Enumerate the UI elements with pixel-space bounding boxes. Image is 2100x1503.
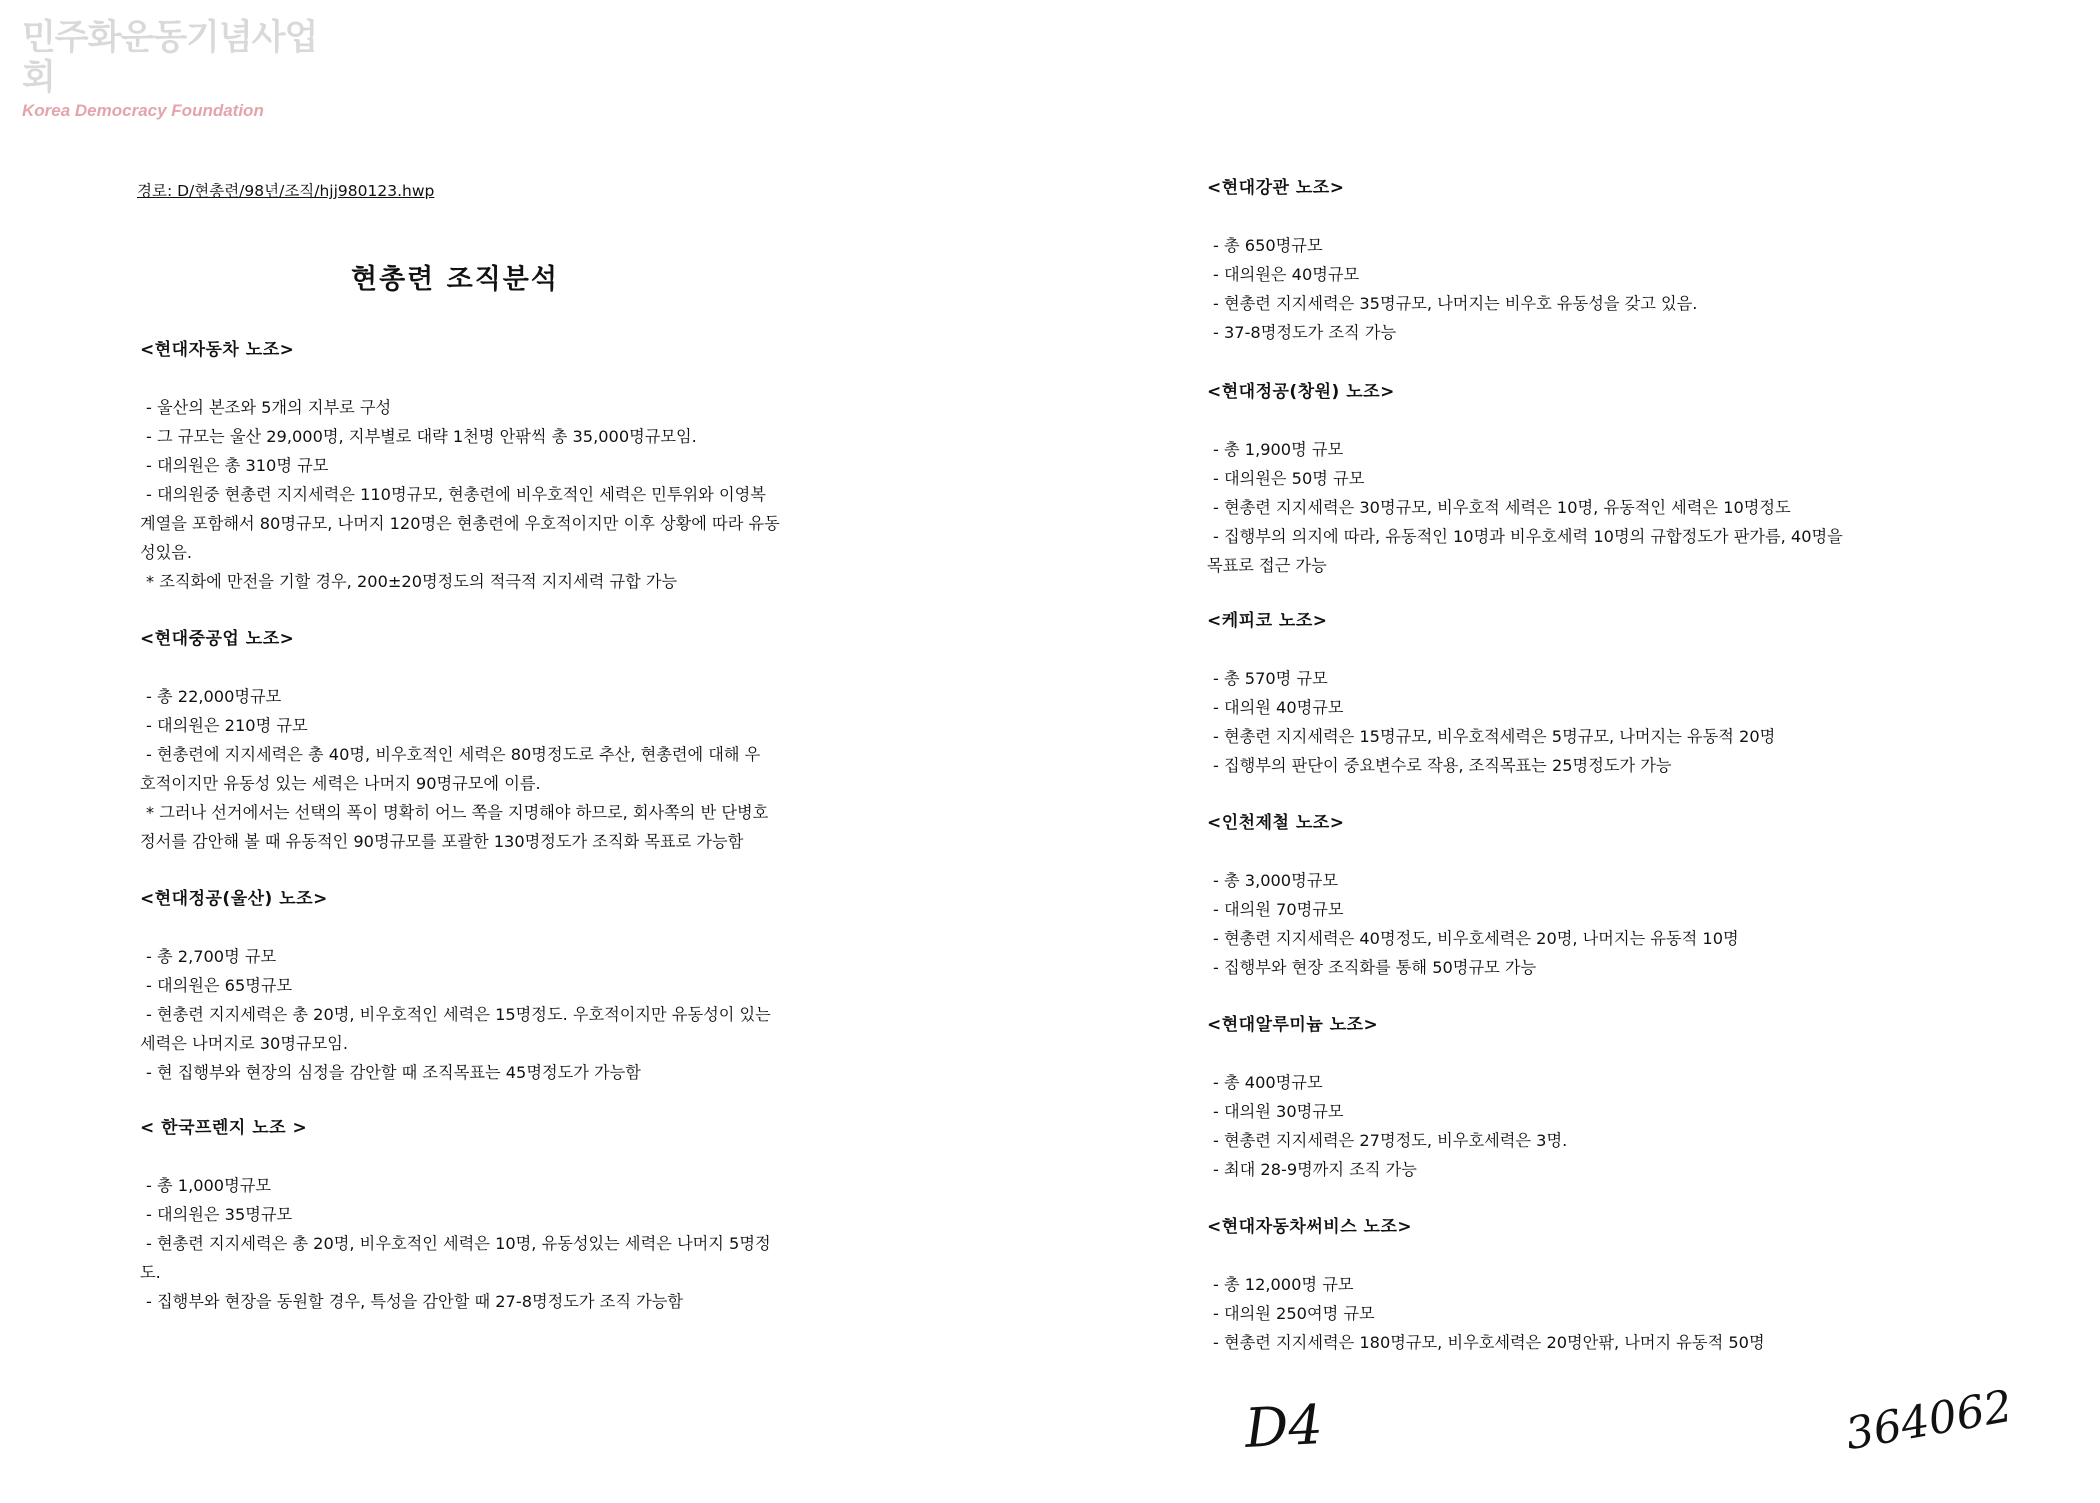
document-title: 현총련 조직분석 (351, 264, 559, 295)
bullet-line: - 집행부와 현장을 동원할 경우, 특성을 감안할 때 27-8명정도가 조직 가능함 (146, 1292, 684, 1311)
bullet-line: - 현총련 지지세력은 35명규모, 나머지는 비우호 유동성을 갖고 있음. (1213, 294, 1698, 313)
section-heading: <현대중공업 노조> (140, 629, 295, 649)
section-heading: <현대자동차써비스 노조> (1207, 1217, 1413, 1237)
bullet-line: - 총 3,000명규모 (1213, 871, 1339, 890)
bullet-line: - 현총련 지지세력은 180명규모, 비우호세력은 20명안팎, 나머지 유동적 50명 (1213, 1333, 1765, 1352)
section-heading: <현대알루미늄 노조> (1207, 1015, 1379, 1035)
bullet-line: - 대의원은 210명 규모 (146, 716, 308, 735)
right-section-4 (1207, 809, 1997, 982)
left-section-2 (140, 625, 910, 856)
bullet-line: - 현총련 지지세력은 총 20명, 비우호적인 세력은 10명, 유동성있는 세력은 나머지 5명정 (146, 1234, 771, 1253)
bullet-line: - 대의원 70명규모 (1213, 900, 1344, 919)
foundation-watermark (22, 18, 322, 122)
bullet-line: - 총 400명규모 (1213, 1073, 1323, 1092)
right-section-5 (1207, 1011, 1997, 1184)
bullet-line: - 총 22,000명규모 (146, 687, 282, 706)
bullet-line: - 대의원 30명규모 (1213, 1102, 1344, 1121)
section-heading: < 한국프렌지 노조 > (140, 1118, 308, 1138)
bullet-line: * 조직화에 만전을 기할 경우, 200±20명정도의 적극적 지지세력 규합 가능 (146, 572, 678, 591)
section-heading: <현대정공(울산) 노조> (140, 889, 328, 909)
bullet-line: - 총 2,700명 규모 (146, 947, 277, 966)
section-heading: <인천제철 노조> (1207, 813, 1345, 833)
bullet-line: - 집행부의 판단이 중요변수로 작용, 조직목표는 25명정도가 가능 (1213, 756, 1672, 775)
file-path: 경로: D/현총련/98년/조직/hjj980123.hwp (137, 182, 435, 200)
right-section-2 (1207, 378, 1997, 580)
bullet-continuation: 세력은 나머지로 30명규모임. (140, 1034, 349, 1053)
bullet-line: - 총 12,000명 규모 (1213, 1275, 1354, 1294)
bullet-line: * 그러나 선거에서는 선택의 폭이 명확히 어느 쪽을 지명해야 하므로, 회사쪽의 반 단병호 (146, 803, 769, 822)
bullet-line: - 현총련에 지지세력은 총 40명, 비우호적인 세력은 80명정도로 추산, 현총련에 대해 우 (146, 745, 761, 764)
right-section-1 (1207, 174, 1997, 347)
bullet-line: - 집행부의 의지에 따라, 유동적인 10명과 비우호세력 10명의 규합정도가 판가름, 40명을 (1213, 527, 1843, 546)
bullet-line: - 현총련 지지세력은 30명규모, 비우호적 세력은 10명, 유동적인 세력은 10명정도 (1213, 498, 1791, 517)
bullet-line: - 울산의 본조와 5개의 지부로 구성 (146, 398, 392, 417)
bullet-line: - 현총련 지지세력은 총 20명, 비우호적인 세력은 15명정도. 우호적이지만 유동성이 있는 (146, 1005, 771, 1024)
bullet-line: - 총 1,000명규모 (146, 1176, 272, 1195)
watermark-korean-name: 민주화운동기념사업회 (22, 18, 318, 98)
bullet-line: - 총 570명 규모 (1213, 669, 1328, 688)
bullet-line: - 대의원 40명규모 (1213, 698, 1344, 717)
bullet-line: - 현총련 지지세력은 40명정도, 비우호세력은 20명, 나머지는 유동적 10명 (1213, 929, 1739, 948)
left-section-3 (140, 885, 910, 1087)
bullet-line: - 대의원은 35명규모 (146, 1205, 293, 1224)
bullet-line: - 대의원은 총 310명 규모 (146, 456, 329, 475)
bullet-line: - 37-8명정도가 조직 가능 (1213, 323, 1397, 342)
bullet-line: - 대의원은 50명 규모 (1213, 469, 1365, 488)
bullet-continuation: 도. (140, 1263, 161, 1282)
bullet-continuation: 호적이지만 유동성 있는 세력은 나머지 90명규모에 이름. (140, 774, 541, 793)
bullet-line: - 대의원 250여명 규모 (1213, 1304, 1375, 1323)
bullet-line: - 총 650명규모 (1213, 236, 1323, 255)
bullet-line: - 대의원은 40명규모 (1213, 265, 1360, 284)
bullet-line: - 집행부와 현장 조직화를 통해 50명규모 가능 (1213, 958, 1537, 977)
right-section-3 (1207, 607, 1997, 780)
bullet-continuation: 계열을 포함해서 80명규모, 나머지 120명은 현총련에 우호적이지만 이후 상황에 따라 유동 (140, 514, 780, 533)
bullet-line: - 현총련 지지세력은 15명규모, 비우호적세력은 5명규모, 나머지는 유동적 20명 (1213, 727, 1776, 746)
section-heading: <케피코 노조> (1207, 611, 1328, 631)
bullet-continuation: 정서를 감안해 볼 때 유동적인 90명규모를 포괄한 130명정도가 조직화 목표로 가능함 (140, 832, 744, 851)
section-heading: <현대정공(창원) 노조> (1207, 382, 1395, 402)
right-section-6 (1207, 1213, 1997, 1357)
bullet-line: - 현총련 지지세력은 27명정도, 비우호세력은 3명. (1213, 1131, 1568, 1150)
bullet-line: - 그 규모는 울산 29,000명, 지부별로 대략 1천명 안팎씩 총 35,000명규모임. (146, 427, 697, 446)
watermark-english-name: Korea Democracy Foundation (22, 101, 264, 120)
left-section-4 (140, 1114, 910, 1316)
bullet-line: - 대의원은 65명규모 (146, 976, 293, 995)
left-section-1 (140, 336, 910, 596)
bullet-line: - 대의원중 현총련 지지세력은 110명규모, 현총련에 비우호적인 세력은 민투위와 이영복 (146, 485, 766, 504)
bullet-line: - 총 1,900명 규모 (1213, 440, 1344, 459)
bullet-continuation: 목표로 접근 가능 (1207, 556, 1327, 575)
section-heading: <현대강관 노조> (1207, 178, 1345, 198)
section-heading: <현대자동차 노조> (140, 340, 295, 360)
bullet-continuation: 성있음. (140, 543, 193, 562)
bullet-line: - 현 집행부와 현장의 심정을 감안할 때 조직목표는 45명정도가 가능함 (146, 1063, 641, 1082)
handwritten-code: D4 (1243, 1393, 1325, 1460)
bullet-line: - 최대 28-9명까지 조직 가능 (1213, 1160, 1417, 1179)
handwritten-number: 364062 (1841, 1380, 2017, 1461)
